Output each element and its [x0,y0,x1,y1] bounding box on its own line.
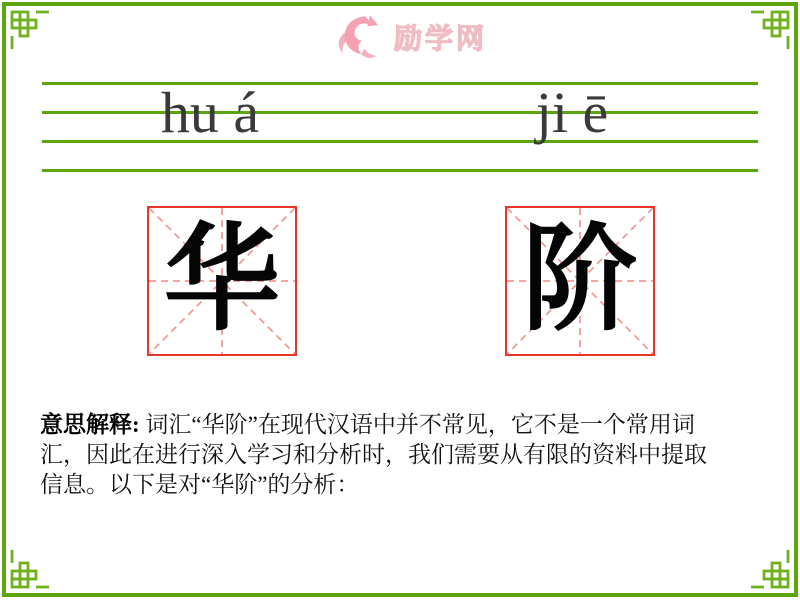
meaning-explanation [40,410,770,500]
lattice-knot-icon [750,2,798,50]
character-box-jie [505,206,655,356]
pinyin-word-jie: ji ē [535,80,609,145]
corner-ornament-bottom-left [2,549,50,597]
explanation-label: 意思解释: [40,412,140,437]
pinyin-word-hua: hu á [160,80,260,145]
explanation-text-1: 词汇“华阶”在现代汉语中并不常见，它不是一个常用词 [139,412,695,437]
flame-swirl-icon [334,14,388,60]
pinyin-guide-line [42,169,758,172]
lattice-knot-icon [2,549,50,597]
character-box-hua [147,206,297,356]
logo-text: 励学网 [394,23,488,54]
corner-ornament-bottom-right [750,549,798,597]
explanation-line-3: 信息。以下是对“华阶”的分析： [40,472,360,497]
hanzi-hua: 华 [164,217,280,345]
lattice-knot-icon [2,2,50,50]
explanation-line-2: 汇，因此在进行深入学习和分析时，我们需要从有限的资料中提取 [40,442,707,467]
lattice-knot-icon [750,549,798,597]
corner-ornament-top-left [2,2,50,50]
corner-ornament-top-right [750,2,798,50]
explanation-line-1 [40,410,770,440]
logo [334,14,487,60]
hanzi-jie: 阶 [522,217,638,345]
